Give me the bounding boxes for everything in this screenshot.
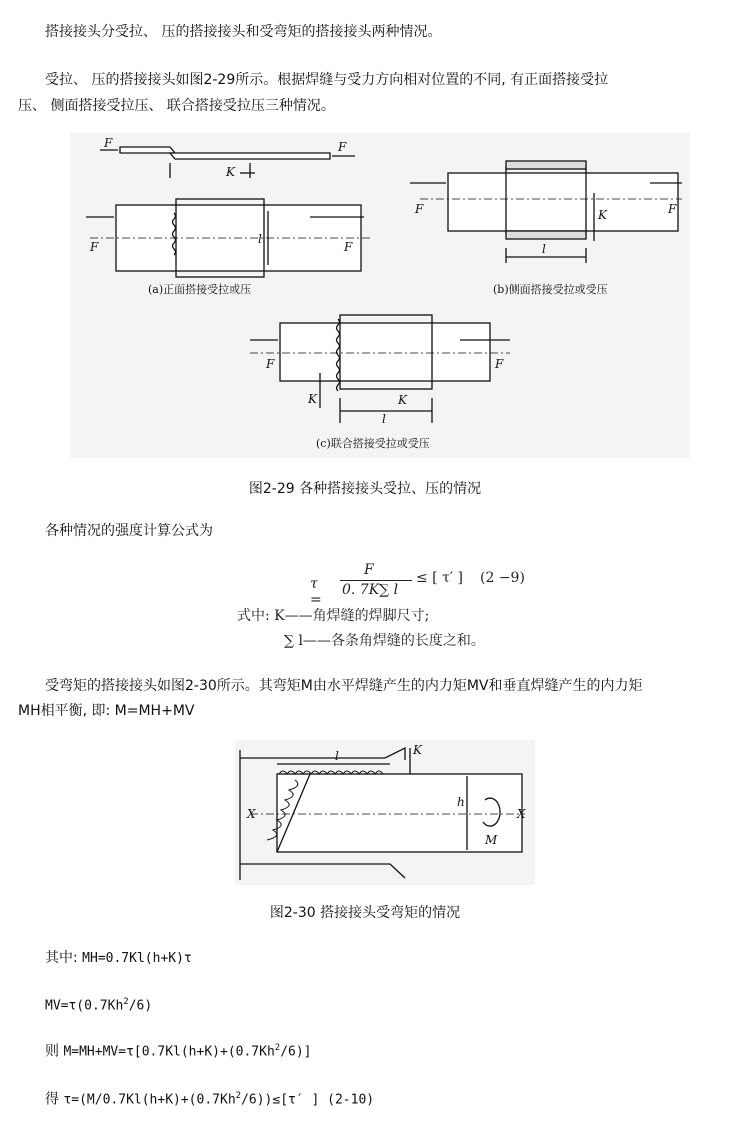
svg-text:K: K	[308, 392, 317, 406]
fig-2-29-caption-a: (a)正面搭接受拉或压	[148, 283, 252, 296]
svg-text:F: F	[495, 357, 504, 371]
fig-2-29-caption-c: (c)联合搭接受拉或受压	[316, 437, 430, 450]
figure-2-29-caption: 图2-29 各种搭接接头受拉、压的情况	[248, 481, 482, 497]
svg-text:F: F	[668, 202, 677, 216]
svg-text:K: K	[226, 165, 235, 179]
svg-text:K: K	[598, 208, 607, 222]
equation-m-total: 则 $M=MH+MV=\tau[0.7Kl(h+K)+(0.7Kh^2/6)]$	[45, 1043, 312, 1060]
svg-text:F: F	[338, 140, 347, 154]
svg-text:X: X	[247, 807, 256, 821]
paragraph-tension-line2: 压、 侧面搭接受拉压、 联合搭接受拉压三种情况。	[18, 98, 335, 114]
svg-text:X: X	[517, 807, 526, 821]
equation-2-10: 得 $\tau=(M/0.7Kl(h+K)+(0.7Kh^2/6))\le[\tau'$ ] (2-10)	[45, 1091, 375, 1108]
paragraph-intro: 搭接接头分受拉、 压的搭接接头和受弯矩的搭接接头两种情况。	[45, 24, 442, 40]
svg-text:F: F	[104, 136, 113, 150]
paragraph-moment-line2: MH相平衡, 即: M=MH+MV	[18, 703, 195, 719]
fig-2-29-caption-b: (b)侧面搭接受拉或受压	[493, 283, 608, 296]
paragraph-tension-line1: 受拉、 压的搭接接头如图2-29所示。根据焊缝与受力方向相对位置的不同, 有正面搭接受拉	[45, 72, 609, 88]
figure-2-30	[235, 740, 535, 885]
svg-text:l: l	[542, 242, 546, 256]
figure-2-30-caption: 图2-30 搭接接头受弯矩的情况	[269, 905, 461, 921]
svg-text:l: l	[382, 412, 386, 426]
paragraph-formula-intro: 各种情况的强度计算公式为	[45, 523, 213, 539]
svg-text:h: h	[457, 795, 465, 809]
svg-text:K: K	[413, 743, 422, 757]
svg-text:l: l	[335, 749, 339, 763]
formula-where-2: ∑ l——各条角焊缝的长度之和。	[284, 633, 485, 649]
svg-text:M: M	[485, 833, 498, 847]
svg-text:l: l	[258, 232, 262, 246]
formula-where-1: 式中: K——角焊缝的焊脚尺寸;	[237, 608, 430, 624]
svg-text:K: K	[398, 393, 407, 407]
figure-2-29	[70, 133, 690, 458]
svg-text:F: F	[90, 240, 99, 254]
paragraph-moment-line1: 受弯矩的搭接接头如图2-30所示。其弯矩M由水平焊缝产生的内力矩MV和垂直焊缝产生的内力矩	[45, 678, 643, 694]
equation-mh: 其中: MH=0.7Kl(h+K)τ	[45, 950, 192, 966]
svg-text:F: F	[266, 357, 275, 371]
svg-text:F: F	[344, 240, 353, 254]
equation-mv: $MV=\tau(0.7Kh^2/6)$	[45, 997, 153, 1014]
svg-text:F: F	[415, 202, 424, 216]
